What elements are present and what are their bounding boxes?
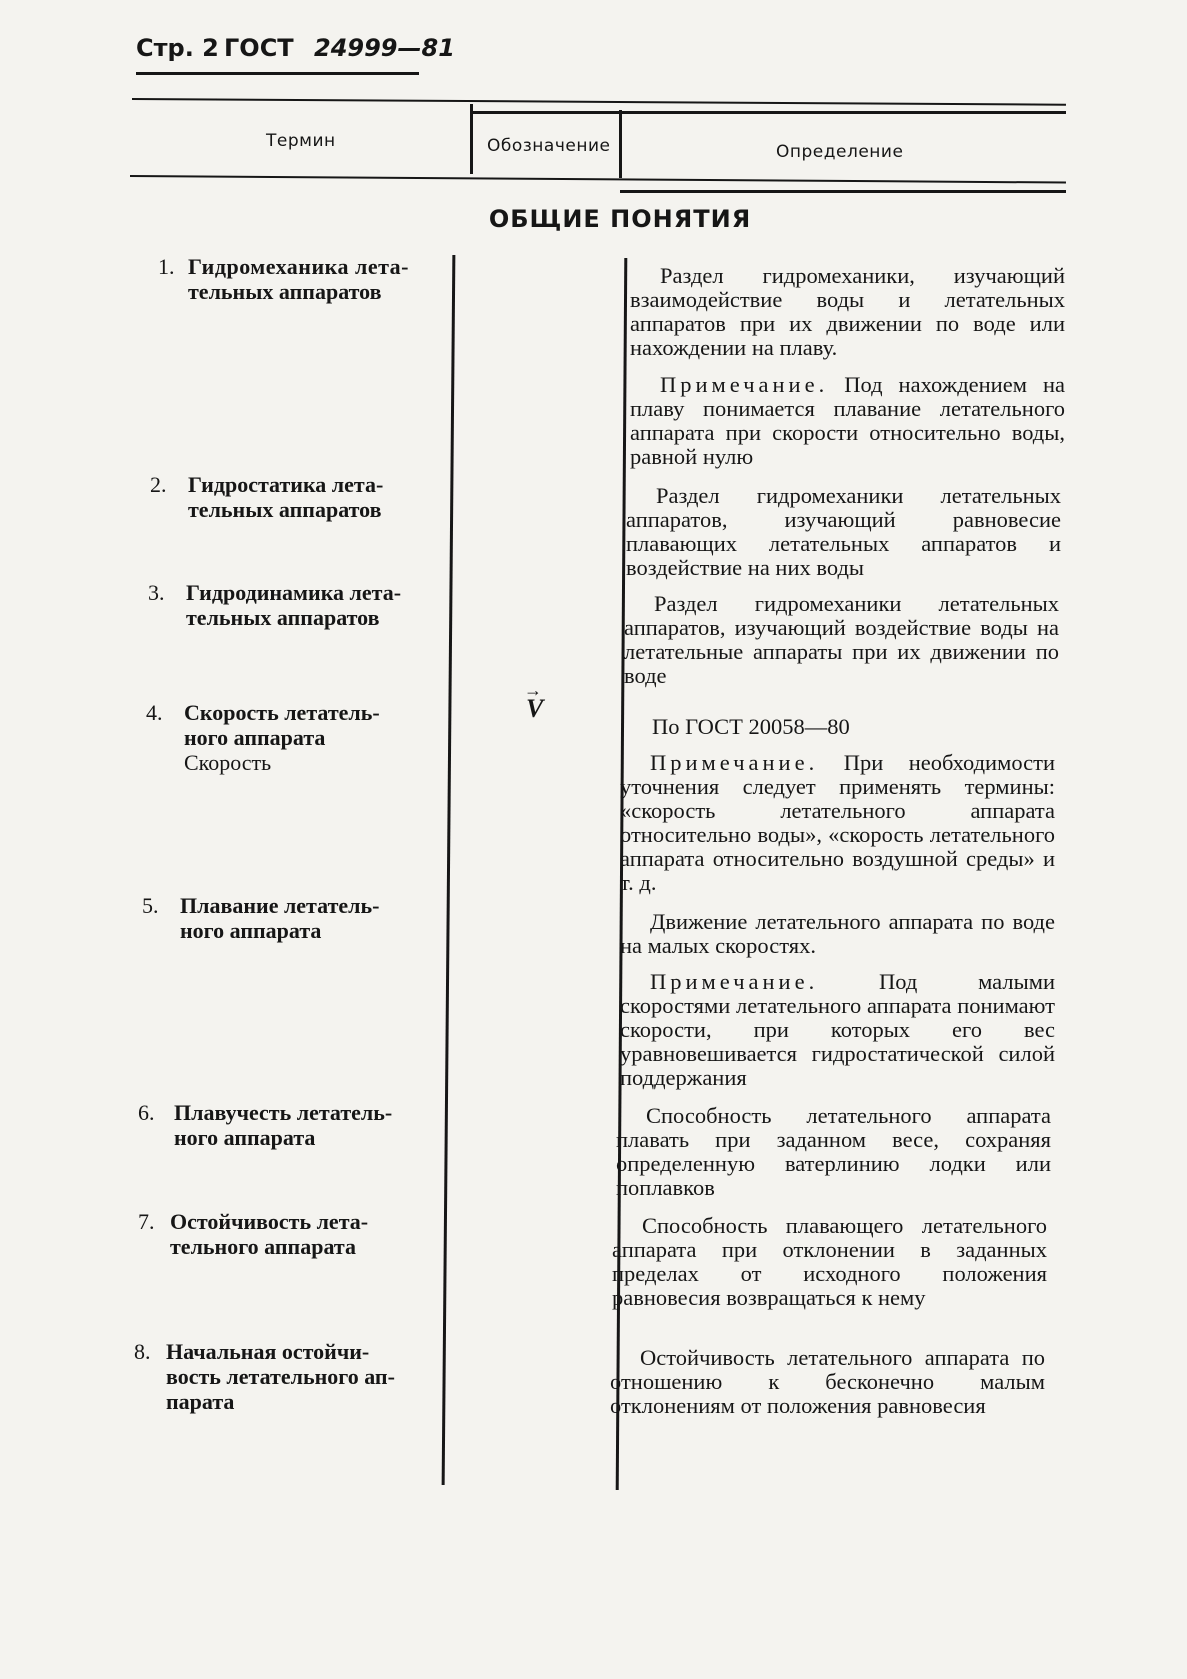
term-line: ного аппарата [184,725,326,750]
note-text: При необходимости уточнения следует применять термины: «скорость летательного аппарата относительно воды», «скорость летательного аппарата относительно воздушной среды» и т. д. [620,750,1055,895]
term-line: Скорость летатель- [184,700,380,725]
term-number: 2. [150,472,167,497]
standard-label: ГОСТ [224,34,294,62]
table-top-rule-thick [470,111,1066,114]
definition-5: Движение летательного аппарата по воде на малых скоростях. [620,909,1055,958]
standard-number: 24999—81 [314,34,455,62]
section-title: ОБЩИЕ ПОНЯТИЯ [488,205,752,233]
column-header-definition: Определение [776,142,904,162]
definition-7: Способность плавающего летательного аппарата при отклонении в заданных пределах от исходного положения равновесия возвращаться к нему [612,1213,1047,1310]
note-1 [630,373,1065,469]
term-line: Плавучесть летатель- [174,1100,393,1125]
term-line: Остойчивость лета- [170,1209,369,1234]
term-line: Плавание летатель- [180,893,380,918]
table-top-rule [132,98,1066,106]
term-number: 8. [134,1339,151,1364]
vector-arrow-icon: → [524,680,542,700]
note-text: Под нахождением на плаву понимается плавание летательного аппарата при скорости относительно воды, равной нулю [630,372,1065,469]
term-line: ного аппарата [174,1125,316,1150]
term-synonym: Скорость [184,750,272,775]
term-number: 6. [138,1100,155,1125]
term-line: Гидродинамика лета- [186,580,402,605]
term-line: тельных аппаратов [188,279,382,304]
term-line: ного аппарата [180,918,322,943]
note-5 [620,970,1055,1090]
term-line: тельного аппарата [170,1234,356,1259]
note-label: Примечание. [650,750,819,775]
table-header-bottom-rule-thick [620,190,1066,193]
term-line: Гидростатика лета- [188,472,384,497]
term-number: 7. [138,1209,155,1234]
page-number: Стр. 2 [136,34,219,62]
symbol-text: V [526,694,544,723]
term-line: Начальная остойчи- [166,1339,370,1364]
term-line: тельных аппаратов [188,497,382,522]
definition-2: Раздел гидромеханики летательных аппаратов, изучающий равновесие плавающих летательных аппаратов и воздействие на них воды [626,483,1061,580]
definition-8: Остойчивость летательного аппарата по отношению к бесконечно малым отклонениям от положения равновесия [610,1345,1045,1418]
column-rule-left [442,255,456,1485]
column-header-term: Термин [266,131,336,151]
header-divider-1 [470,104,473,174]
term-line: тельных аппаратов [186,605,380,630]
table-header-bottom-rule [130,175,1066,184]
term-number: 1. [158,254,175,279]
term-line: Гидромеханика лета- [188,254,410,279]
note-label: Примечание. [660,372,829,397]
header-divider-2 [619,110,622,178]
term-line: парата [166,1389,235,1414]
page-header [136,28,455,75]
term-number: 3. [148,580,165,605]
term-number: 4. [146,700,163,725]
term-number: 5. [142,893,159,918]
definition-6: Способность летательного аппарата плавать при заданном весе, сохраняя определенную ватерлинию лодки или поплавков [616,1103,1051,1200]
column-header-symbol: Обозначение [487,136,611,156]
definition-1: Раздел гидромеханики, изучающий взаимодействие воды и летательных аппаратов при их движении по воде или нахождении на плаву. [630,263,1065,360]
term-line: вость летательного ап- [166,1364,395,1389]
note-text: Под малыми скоростями летательного аппарата понимают скорости, при которых его вес уравновешивается гидростатической силой поддержания [620,969,1055,1090]
note-label: Примечание. [650,969,819,994]
note-4 [620,751,1055,895]
definition-3: Раздел гидромеханики летательных аппаратов, изучающий воздействие воды на летательные аппараты при их движении по воде [624,591,1059,688]
definition-4: По ГОСТ 20058—80 [652,714,850,739]
velocity-symbol [524,680,544,724]
